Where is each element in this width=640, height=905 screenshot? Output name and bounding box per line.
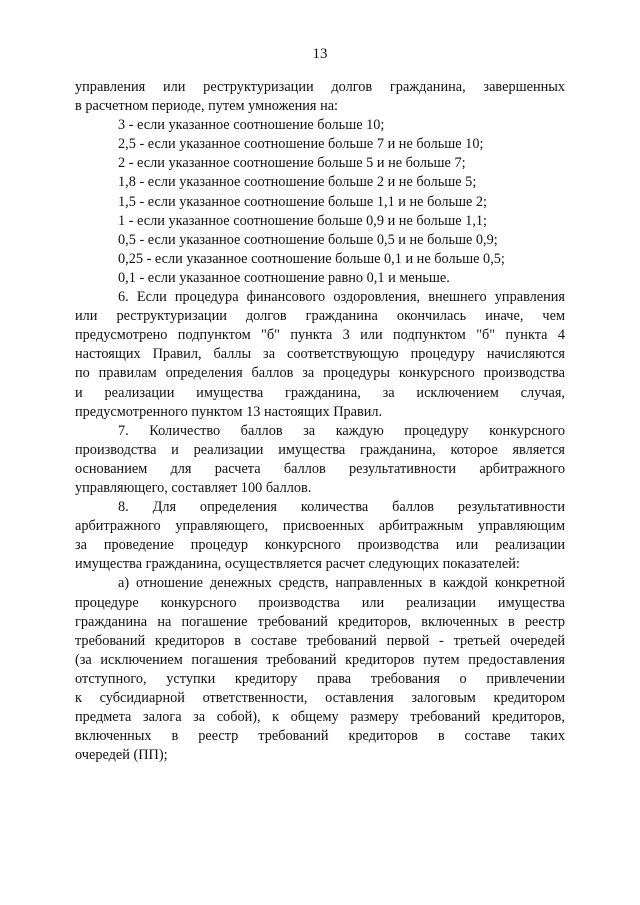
text-line: основанием для расчета баллов результативности арбитражного xyxy=(75,460,565,477)
text-line: 1 - если указанное соотношение больше 0,9 и не больше 1,1; xyxy=(118,212,488,229)
text-line: 8. Для определения количества баллов результативности xyxy=(118,499,565,516)
text-line: 1,8 - если указанное соотношение больше 2 и не больше 5; xyxy=(118,174,477,191)
text-line: имущества гражданина, осуществляется расчет следующих показателей: xyxy=(75,556,520,573)
text-line: предусмотренного пунктом 13 настоящих Правил. xyxy=(75,403,383,420)
text-line: 3 - если указанное соотношение больше 10; xyxy=(118,117,385,134)
text-line: в расчетном периоде, путем умножения на: xyxy=(75,98,339,115)
text-line: по правилам определения баллов за процедуры конкурсного производства xyxy=(75,365,565,382)
text-line: требований кредиторов в составе требований первой - третьей очередей xyxy=(75,632,565,649)
text-line: предусмотрено подпунктом "б" пункта 3 или подпунктом "б" пункта 4 xyxy=(75,327,565,344)
page-number: 13 xyxy=(312,46,328,62)
text-line: 2,5 - если указанное соотношение больше 7 и не больше 10; xyxy=(118,136,484,153)
text-line: управляющего, составляет 100 баллов. xyxy=(75,479,312,496)
text-line: (за исключением погашения требований кредиторов путем предоставления xyxy=(75,651,565,668)
text-line: 0,1 - если указанное соотношение равно 0,1 и меньше. xyxy=(118,269,450,286)
text-line: за проведение процедур конкурсного производства или реализации xyxy=(75,537,565,554)
text-line: гражданина на погашение требований кредиторов, включенных в реестр xyxy=(75,613,565,630)
text-line: 1,5 - если указанное соотношение больше 1,1 и не больше 2; xyxy=(118,193,488,210)
text-line: 7. Количество баллов за каждую процедуру конкурсного xyxy=(118,422,565,439)
text-line: арбитражного управляющего, присвоенных арбитражным управляющим xyxy=(75,518,565,535)
text-line: 0,25 - если указанное соотношение больше 0,1 и не больше 0,5; xyxy=(118,250,505,267)
text-line: а) отношение денежных средств, направленных в каждой конкретной xyxy=(118,575,565,592)
text-line: отступного, уступки кредитору права требования о привлечении xyxy=(75,670,565,687)
text-line: к субсидиарной ответственности, оставления залоговым кредитором xyxy=(75,690,565,706)
text-line: настоящих Правил, баллы за соответствующую процедуру начисляются xyxy=(75,346,565,363)
text-line: 2 - если указанное соотношение больше 5 и не больше 7; xyxy=(118,155,466,172)
text-line: включенных в реестр требований кредиторов в составе таких xyxy=(75,728,565,745)
text-line: 0,5 - если указанное соотношение больше 0,5 и не больше 0,9; xyxy=(118,231,498,248)
text-line: очередей (ПП); xyxy=(75,747,168,764)
text-line: производства и реализации имущества гражданина, которое является xyxy=(75,441,565,458)
text-line: или реструктуризации долгов гражданина окончилась иначе, чем xyxy=(75,308,565,325)
document-body xyxy=(75,78,565,765)
text-line: предмета залога за собой), к общему размеру требований кредиторов, xyxy=(75,709,565,726)
text-line: 6. Если процедура финансового оздоровления, внешнего управления xyxy=(118,289,565,306)
text-line: процедуре конкурсного производства или реализации имущества xyxy=(75,594,565,611)
text-line: управления или реструктуризации долгов гражданина, завершенных xyxy=(75,79,565,95)
text-line: и реализации имущества гражданина, за исключением случая, xyxy=(75,384,565,401)
